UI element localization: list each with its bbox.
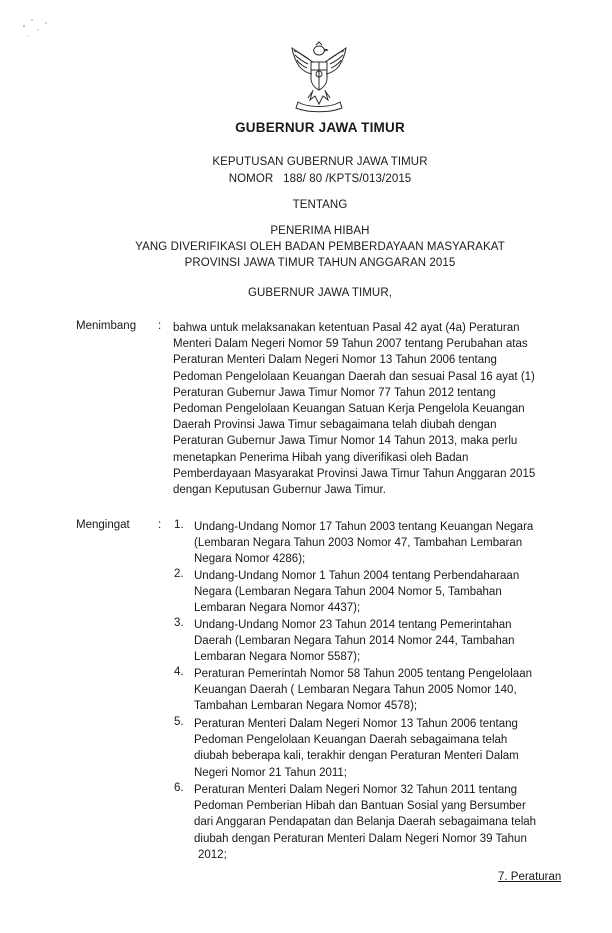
text-line: Keuangan Daerah ( Lembaran Negara Tahun 2005 Nomor 140, [194,684,517,697]
menimbang-text [173,320,557,498]
list-item [194,666,558,715]
text-line: Pedoman Pengelolaan Keuangan Daerah sebagaimana telah [194,734,508,747]
text-line: menetapkan Penerima Hibah yang diverifikasi oleh Badan [173,451,469,464]
text-line: Daerah Provinsi Jawa Timur sebagaimana telah diubah dengan [173,419,497,432]
subject-line: PENERIMA HIBAH [270,225,370,237]
governor-title: GUBERNUR JAWA TIMUR [235,120,405,135]
text-line: 2012; [198,848,227,861]
text-line: diubah dengan Peraturan Menteri Dalam Negeri Nomor 39 Tahun [194,832,527,845]
text-line: dengan Keputusan Gubernur Jawa Timur. [173,484,386,497]
item-number: 4. [174,666,184,678]
item-number: 5. [174,716,184,728]
text-line: bahwa untuk melaksanakan ketentuan Pasal 42 ayat (4a) Peraturan [173,322,520,334]
list-item [194,568,558,617]
text-line: Daerah (Lembaran Negara Tahun 2014 Nomor 244, Tambahan [194,635,515,648]
issuer-line: GUBERNUR JAWA TIMUR, [247,287,393,299]
subject-line: YANG DIVERIFIKASI OLEH BADAN PEMBERDAYAAN MASYARAKAT [135,241,505,253]
subject-line: PROVINSI JAWA TIMUR TAHUN ANGGARAN 2015 [184,257,456,269]
text-line: Lembaran Negara Nomor 5587); [194,651,361,664]
item-number: 2. [174,568,184,580]
text-line: Menteri Dalam Negeri Nomor 59 Tahun 2007 tentang Perubahan atas [173,338,528,351]
text-line: Peraturan Menteri Dalam Negeri Nomor 13 Tahun 2006 tentang [173,354,497,367]
text-line: Tambahan Lembaran Negara Nomor 4578); [194,700,418,713]
text-line: Negara Nomor 4286); [194,553,306,566]
decree-number: NOMOR 188/ 80 /KPTS/013/2015 [228,173,412,185]
text-line: Negeri Nomor 21 Tahun 2011; [194,766,348,779]
item-number: 3. [174,617,184,629]
text-line: Negara (Lembaran Negara Tahun 2004 Nomor 5, Tambahan [194,586,502,599]
text-line: (Lembaran Negara Tahun 2003 Nomor 47, Tambahan Lembaran [194,537,523,550]
text-line: Peraturan Gubernur Jawa Timur Nomor 14 Tahun 2013, maka perlu [173,435,518,448]
text-line: Pemberdayaan Masyarakat Provinsi Jawa Timur Tahun Anggaran 2015 [173,467,536,480]
garuda-emblem-icon [282,40,356,116]
text-line: Pedoman Pemberian Hibah dan Bantuan Sosial yang Bersumber [194,800,526,813]
text-line: Peraturan Menteri Dalam Negeri Nomor 32 Tahun 2011 tentang [194,784,518,796]
scan-specks [18,14,58,49]
text-line: Peraturan Menteri Dalam Negeri Nomor 13 Tahun 2006 tentang [194,718,518,730]
item-number: 6. [174,782,184,794]
text-line: Pedoman Pengelolaan Keuangan Daerah dan sesuai Pasal 16 ayat (1) [173,370,535,383]
list-item [194,617,558,666]
text-line: diubah beberapa kali, terakhir dengan Peraturan Menteri Dalam [194,750,519,763]
text-line: Peraturan Pemerintah Nomor 58 Tahun 2005 tentang Pengelolaan [194,668,532,680]
text-line: Undang-Undang Nomor 1 Tahun 2004 tentang Perbendaharaan [194,570,520,582]
list-item [194,519,558,568]
page-continuation: 7. Peraturan [498,871,562,883]
about-label: TENTANG [292,199,348,211]
menimbang-label: Menimbang [76,320,137,332]
text-line: Undang-Undang Nomor 23 Tahun 2014 tentang Pemerintahan [194,619,512,631]
item-number: 1. [174,519,184,531]
list-item [194,782,558,863]
text-line: Pedoman Pengelolaan Keuangan Satuan Kerja Pengelola Keuangan [173,403,525,416]
decree-heading: KEPUTUSAN GUBERNUR JAWA TIMUR [212,156,428,168]
text-line: Undang-Undang Nomor 17 Tahun 2003 tentang Keuangan Negara [194,521,534,533]
list-item [194,716,558,781]
text-line: Peraturan Gubernur Jawa Timur Nomor 77 Tahun 2012 tentang [173,386,496,399]
mengingat-colon: : [158,519,162,531]
text-line: Lembaran Negara Nomor 4437); [194,602,361,615]
text-line: dari Anggaran Pendapatan dan Belanja Daerah sebagaimana telah [194,816,537,829]
menimbang-colon: : [158,320,162,332]
mengingat-label: Mengingat [76,519,130,531]
